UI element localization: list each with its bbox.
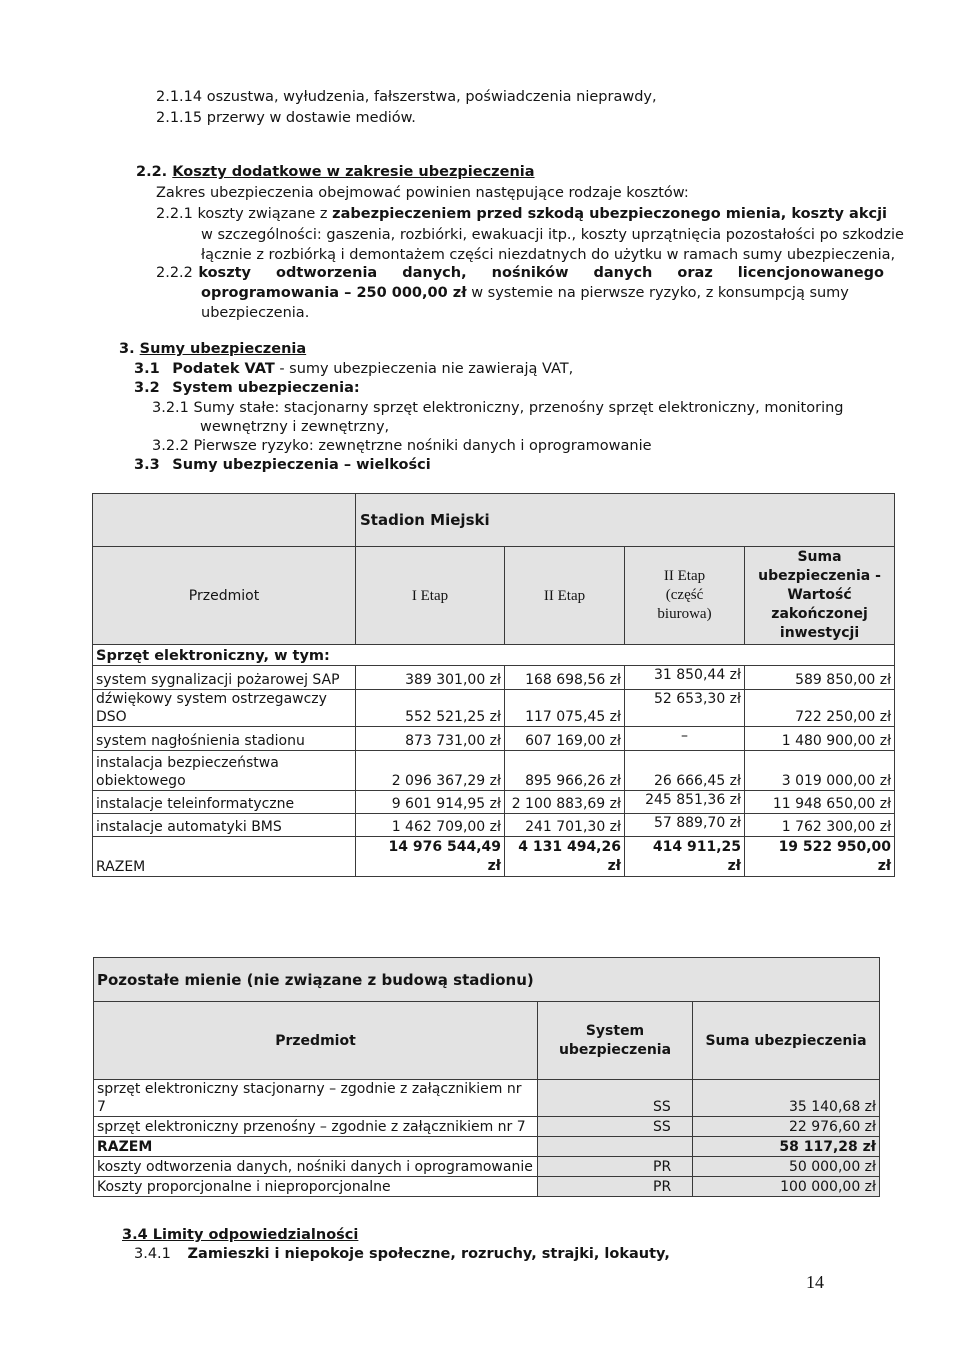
item-number: 3.2.1 (152, 400, 189, 416)
row-system (538, 1137, 693, 1157)
total-etap-2-office (625, 837, 745, 877)
row-etap-2: 168 698,56 zł (505, 666, 625, 690)
row-system: PR (538, 1177, 693, 1197)
row-sum: 3 019 000,00 zł (745, 751, 895, 791)
table-corner (93, 494, 356, 547)
row-sum: 35 140,68 zł (693, 1080, 880, 1117)
item-number: 3.4.1 (134, 1246, 171, 1262)
header-etap-2: II Etap (505, 547, 625, 645)
page-number: 14 (806, 1272, 824, 1292)
total-value: 14 976 544,49 (388, 839, 501, 855)
table-row (94, 1080, 880, 1117)
row-name: koszty odtworzenia danych, nośniki danych i oprogramowanie (94, 1157, 538, 1177)
item-bold-amount: oprogramowania – 250 000,00 zł (201, 285, 467, 301)
item-number: 2.1.14 (156, 89, 203, 105)
row-sum: 1 762 300,00 zł (745, 814, 895, 837)
header-line: ubezpieczenia - (758, 568, 881, 584)
header-line: biurowa) (657, 606, 712, 622)
stadium-insurance-table (92, 493, 895, 877)
row-sum: 722 250,00 zł (745, 690, 895, 727)
other-property-table (93, 957, 880, 1197)
item-bold-text: zabezpieczeniem przed szkodą ubezpieczonego mienia, koszty akcji (332, 206, 888, 222)
row-sum: 50 000,00 zł (693, 1157, 880, 1177)
item-2-2-1-line3: łącznie z rozbiórką i demontażem części niezdatnych do użytku w ramach sumy ubezpieczenia, (201, 247, 896, 263)
row-etap-1: 2 096 367,29 zł (356, 751, 505, 791)
header-line: ubezpieczenia (558, 1041, 672, 1058)
row-etap-2: 2 100 883,69 zł (505, 791, 625, 814)
item-text: w systemie na pierwsze ryzyko, z konsumpcją sumy (471, 285, 849, 301)
item-bold-text: Zamieszki i niepokoje społeczne, rozruchy, strajki, lokauty, (187, 1246, 670, 1262)
row-name: system sygnalizacji pożarowej SAP (93, 666, 356, 690)
item-text: Pierwsze ryzyko: zewnętrzne nośniki danych i oprogramowanie (193, 438, 652, 454)
item-bold-text: koszty odtworzenia danych, nośników danych oraz licencjonowanego (198, 265, 884, 281)
section-number: 2.2. (136, 164, 168, 180)
table-row (93, 727, 895, 751)
item-2-2-1-line2: w szczególności: gaszenia, rozbiórki, ewakuacji itp., koszty uprzątnięcia pozostałości po szkodzie (201, 227, 904, 243)
table-row (94, 1157, 880, 1177)
row-sum: 58 117,28 zł (693, 1137, 880, 1157)
item-number: 3.2.2 (152, 438, 189, 454)
header-przedmiot: Przedmiot (94, 1002, 538, 1080)
item-2-2-1 (156, 205, 887, 224)
table-row (93, 814, 895, 837)
table-row (93, 666, 895, 690)
row-sum: 22 976,60 zł (693, 1117, 880, 1137)
item-text: Sumy stałe: stacjonarny sprzęt elektroniczny, przenośny sprzęt elektroniczny, monitoring (193, 400, 844, 416)
header-line: zakończonej (771, 606, 868, 622)
item-3-4-1 (134, 1245, 670, 1264)
row-name: instalacje automatyki BMS (93, 814, 356, 837)
row-etap-1: 1 462 709,00 zł (356, 814, 505, 837)
row-etap-1: 9 601 914,95 zł (356, 791, 505, 814)
row-name: sprzęt elektroniczny przenośny – zgodnie z załącznikiem nr 7 (94, 1117, 538, 1137)
table-title-text: Stadion Miejski (360, 511, 490, 529)
header-suma (745, 547, 895, 645)
total-unit: zł (877, 858, 892, 874)
row-etap-2-office: 245 851,36 zł (625, 791, 745, 814)
section-3-1 (134, 360, 573, 379)
table-total-row (94, 1137, 880, 1157)
row-sum: 1 480 900,00 zł (745, 727, 895, 751)
row-sum: 100 000,00 zł (693, 1177, 880, 1197)
row-name: RAZEM (94, 1137, 538, 1157)
header-line: System (585, 1022, 645, 1039)
section-3-4-heading: 3.4 Limity odpowiedzialności (122, 1227, 359, 1243)
row-system: SS (538, 1117, 693, 1137)
group-label: Sprzęt elektroniczny, w tym: (93, 645, 895, 666)
section-3-2 (134, 379, 360, 398)
row-etap-2-office: 31 850,44 zł (625, 666, 745, 690)
row-sum: 589 850,00 zł (745, 666, 895, 690)
item-number: 2.1.15 (156, 110, 203, 126)
header-line: (część (665, 587, 704, 603)
section-3-2-1-line2: wewnętrzny i zewnętrzny, (200, 419, 390, 435)
item-text: koszty związane z (197, 206, 328, 222)
table-row (93, 791, 895, 814)
total-unit: zł (607, 858, 621, 874)
header-suma: Suma ubezpieczenia (693, 1002, 880, 1080)
table-total-row (93, 837, 895, 877)
section-2-2-intro: Zakres ubezpieczenia obejmować powinien następujące rodzaje kosztów: (156, 185, 689, 201)
item-2-2-2-line2 (201, 284, 849, 303)
item-number: 3.3 (134, 457, 160, 473)
row-name: instalacje teleinformatyczne (93, 791, 356, 814)
row-etap-1: 389 301,00 zł (356, 666, 505, 690)
section-3-3 (134, 456, 431, 475)
total-label: RAZEM (93, 837, 356, 877)
row-etap-2: 117 075,45 zł (505, 690, 625, 727)
total-unit: zł (487, 858, 501, 874)
total-etap-1 (356, 837, 505, 877)
total-sum (745, 837, 895, 877)
total-value: 4 131 494,26 (518, 839, 621, 855)
section-number: 3. (119, 341, 135, 357)
header-line: inwestycji (779, 625, 860, 641)
row-etap-1: 552 521,25 zł (356, 690, 505, 727)
section-2-2-heading (136, 163, 535, 182)
total-unit: zł (727, 858, 741, 874)
row-etap-2-office: – (625, 727, 745, 751)
row-name: Koszty proporcjonalne i nieproporcjonalne (94, 1177, 538, 1197)
row-etap-2: 607 169,00 zł (505, 727, 625, 751)
item-number: 3.1 (134, 361, 160, 377)
item-bold-text: Sumy ubezpieczenia – wielkości (172, 457, 431, 473)
table-row (93, 690, 895, 727)
header-line: II Etap (663, 568, 706, 584)
row-name: dźwiękowy system ostrzegawczy DSO (93, 690, 356, 727)
total-value: 19 522 950,00 (778, 839, 892, 855)
header-etap-2-office (625, 547, 745, 645)
header-etap-1: I Etap (356, 547, 505, 645)
row-system: SS (538, 1080, 693, 1117)
section-3-2-1 (152, 399, 844, 418)
item-number: 2.2.2 (156, 265, 193, 281)
table-row (94, 1177, 880, 1197)
section-title: Sumy ubezpieczenia (139, 341, 307, 357)
table-row (93, 751, 895, 791)
section-3-2-2 (152, 437, 652, 456)
item-text: przerwy w dostawie mediów. (206, 110, 416, 126)
item-text: oszustwa, wyłudzenia, fałszerstwa, poświadczenia nieprawdy, (206, 89, 657, 105)
table-title: Pozostałe mienie (nie związane z budową stadionu) (94, 958, 880, 1002)
row-etap-2-office: 26 666,45 zł (625, 751, 745, 791)
table-title (356, 494, 895, 547)
total-etap-2 (505, 837, 625, 877)
header-system (538, 1002, 693, 1080)
item-number: 3.2 (134, 380, 160, 396)
item-text: - sumy ubezpieczenia nie zawierają VAT, (279, 361, 574, 377)
total-value: 414 911,25 (652, 839, 741, 855)
item-bold-text: Podatek VAT (172, 361, 275, 377)
item-2-1-15 (156, 109, 416, 128)
row-name: instalacja bezpieczeństwa obiektowego (93, 751, 356, 791)
item-bold-text: System ubezpieczenia: (172, 380, 360, 396)
row-system: PR (538, 1157, 693, 1177)
header-line: Wartość (787, 587, 852, 603)
section-title: Koszty dodatkowe w zakresie ubezpieczenia (172, 164, 535, 180)
table-row (94, 1117, 880, 1137)
row-etap-2-office: 57 889,70 zł (625, 814, 745, 837)
row-sum: 11 948 650,00 zł (745, 791, 895, 814)
row-name: system nagłośnienia stadionu (93, 727, 356, 751)
row-name: sprzęt elektroniczny stacjonarny – zgodnie z załącznikiem nr 7 (94, 1080, 538, 1117)
item-2-2-2-line3: ubezpieczenia. (201, 305, 310, 321)
row-etap-2: 241 701,30 zł (505, 814, 625, 837)
item-number: 2.2.1 (156, 206, 193, 222)
row-etap-2: 895 966,26 zł (505, 751, 625, 791)
header-line: Suma (797, 549, 842, 565)
item-2-1-14 (156, 88, 657, 107)
section-3-heading (119, 340, 306, 359)
item-2-2-2 (156, 264, 884, 283)
row-etap-1: 873 731,00 zł (356, 727, 505, 751)
row-etap-2-office: 52 653,30 zł (625, 690, 745, 727)
header-przedmiot: Przedmiot (93, 547, 356, 645)
